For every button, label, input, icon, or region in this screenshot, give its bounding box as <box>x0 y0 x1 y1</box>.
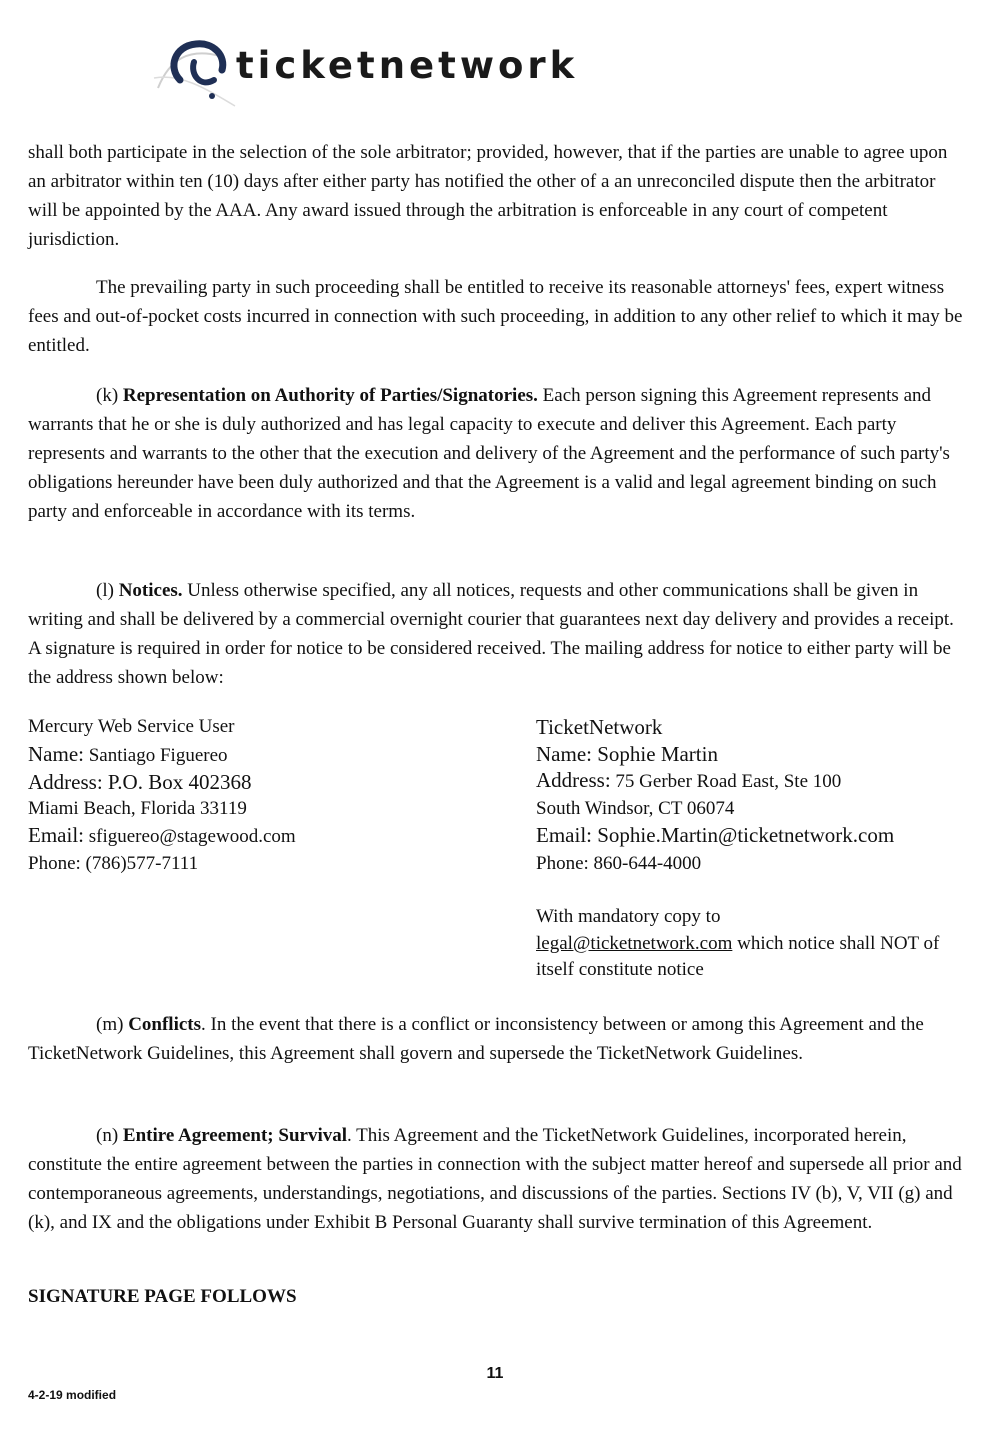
section-body: . In the event that there is a conflict or inconsistency between or among this Agreement and the TicketNetwork Guidelines, this Agreement shall govern and supersede the TicketNetwork Guidelines. <box>28 1014 924 1064</box>
name-value: Sophie Martin <box>591 741 718 766</box>
page-number: 11 <box>486 1365 504 1382</box>
paragraph-arbitration: shall both participate in the selection of the sole arbitrator; provided, however, that if the parties are unable to agree upon an arbitrator within ten (10) days after either party has notified the other of a an unreconciled dispute then the arbitrator will be appointed by the AAA. Any award issued through the arbitration is enforceable in any court of competent jurisdiction. <box>28 142 948 250</box>
section-label: (m) <box>96 1014 129 1035</box>
signature-page-heading: SIGNATURE PAGE FOLLOWS <box>28 1286 297 1307</box>
legal-email-link[interactable]: legal@ticketnetwork.com <box>536 932 733 954</box>
address-label: Address: <box>28 770 103 794</box>
ticketnetwork-swirl-icon <box>150 18 240 108</box>
paragraph-prevailing-party: The prevailing party in such proceeding shall be entitled to receive its reasonable attorneys' fees, expert witness fees and out-of-pocket costs incurred in connection with such proceeding, in addition to any other relief to which it may be entitled. <box>28 277 963 356</box>
section-heading: Notices. <box>118 580 183 601</box>
address-name-line <box>28 741 468 770</box>
email-value: sfiguereo@stagewood.com <box>84 826 296 847</box>
section-heading: Entire Agreement; Survival <box>122 1125 348 1146</box>
email-label: Email: <box>536 823 592 847</box>
address-street-line <box>536 767 956 796</box>
paragraph-conflicts <box>28 1010 966 1068</box>
address-email-line <box>28 822 468 851</box>
paragraph-notices <box>28 576 966 692</box>
logo-wordmark: ticketnetwork <box>236 44 579 87</box>
section-label: (l) <box>96 580 119 601</box>
address-company: TicketNetwork <box>536 715 663 739</box>
email-value: Sophie.Martin@ticketnetwork.com <box>592 823 895 847</box>
name-value: Santiago Figuereo <box>83 744 228 766</box>
address-name-line <box>536 741 956 768</box>
name-label: Name: <box>28 741 84 766</box>
address-phone: Phone: (786)577-7111 <box>28 852 199 874</box>
footer-revision-note: 4-2-19 modified <box>28 1388 117 1402</box>
section-body: . This Agreement and the TicketNetwork Guidelines, incorporated herein, constitute the entire agreement between the parties in connection with the subject matter hereof and supersede all prior and contemporaneous agreements, understandings, negotiations, and discussions of the parties. Sections IV (b), V, VII (g) and (k), and IX and the obligations under Exhibit B Personal Guaranty shall survive termination of this Agreement. <box>28 1125 962 1233</box>
section-label: (k) <box>96 385 123 406</box>
address-city: Miami Beach, Florida 33119 <box>28 797 247 819</box>
address-value: P.O. Box 402368 <box>102 770 252 794</box>
section-body: Each person signing this Agreement represents and warrants that he or she is duly authorized and has legal capacity to execute and deliver this Agreement. Each party represents and warrants to the other that the execution and delivery of the Agreement and the performance of such party's obligations hereunder have been duly authorized and that the Agreement is a valid and legal agreement binding on such party and enforceable in accordance with its terms. <box>28 385 950 522</box>
mandatory-copy-notice <box>536 904 956 984</box>
paragraph-entire-agreement <box>28 1121 966 1237</box>
address-value: 75 Gerber Road East, Ste 100 <box>610 771 842 792</box>
address-block-ticketnetwork <box>536 714 956 877</box>
address-street-line <box>28 769 468 796</box>
copy-suffix: which notice shall NOT of itself constitute notice <box>536 932 940 980</box>
section-heading: Conflicts <box>128 1014 202 1035</box>
address-label: Address: <box>536 768 611 792</box>
address-email-line <box>536 822 956 851</box>
address-city: South Windsor, CT 06074 <box>536 797 735 819</box>
paragraph-representation <box>28 381 966 526</box>
address-block-mercury <box>28 714 468 877</box>
section-heading: Representation on Authority of Parties/Signatories. <box>122 385 538 406</box>
section-body: Unless otherwise specified, any all notices, requests and other communications shall be given in writing and shall be delivered by a commercial overnight courier that guarantees next day delivery and provides a receipt. A signature is required in order for notice to be considered received. The mailing address for notice to either party will be the address shown below: <box>28 580 954 688</box>
email-label: Email: <box>28 823 84 847</box>
address-phone: Phone: 860-644-4000 <box>536 852 702 874</box>
section-label: (n) <box>96 1125 123 1146</box>
ticketnetwork-logo <box>150 18 620 108</box>
address-company: Mercury Web Service User <box>28 716 235 737</box>
copy-prefix: With mandatory copy to <box>536 906 721 927</box>
name-label: Name: <box>536 741 592 766</box>
copy-line <box>536 931 956 984</box>
